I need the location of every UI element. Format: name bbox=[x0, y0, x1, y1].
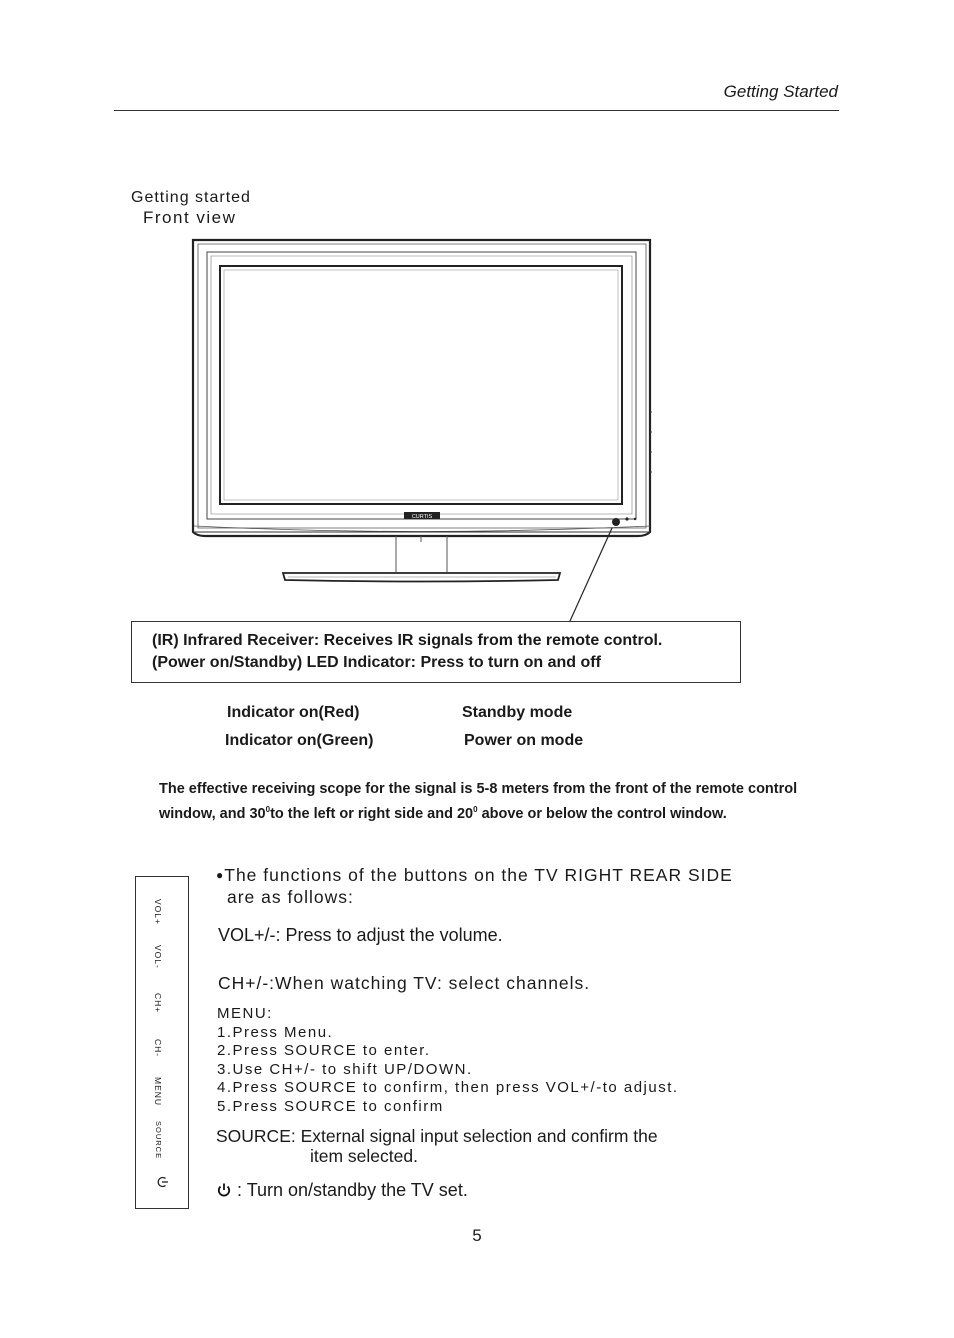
section-title: Getting started bbox=[131, 189, 251, 206]
tv-screen bbox=[220, 266, 622, 504]
side-label-ch-minus: CH- bbox=[153, 1039, 163, 1058]
callout-box bbox=[131, 621, 741, 683]
vol-function-text: VOL+/-: Press to adjust the volume. bbox=[218, 925, 503, 945]
brand-logo-text: CURTIS bbox=[411, 514, 433, 520]
indicator-red-label: Indicator on(Red) bbox=[227, 704, 360, 721]
side-label-menu: MENU bbox=[153, 1077, 163, 1107]
menu-instructions bbox=[217, 1005, 679, 1117]
power-icon bbox=[216, 1182, 232, 1198]
ir-receiver-dot bbox=[612, 518, 620, 526]
power-function-text: : Turn on/standby the TV set. bbox=[216, 1180, 468, 1201]
page-number: 5 bbox=[472, 1226, 482, 1245]
section-subtitle: Front view bbox=[143, 208, 237, 227]
side-button-panel bbox=[135, 876, 189, 1209]
header-rule bbox=[114, 110, 839, 111]
bullet-icon: ● bbox=[216, 868, 225, 882]
indicator-green-label: Indicator on(Green) bbox=[225, 732, 374, 749]
menu-step: 4.Press SOURCE to confirm, then press VOL+/-to adjust. bbox=[217, 1079, 679, 1097]
source-function-text: SOURCE: External signal input selection and confirm the item selected. bbox=[216, 1126, 658, 1166]
menu-step: 2.Press SOURCE to enter. bbox=[217, 1042, 431, 1060]
menu-step: 1.Press Menu. bbox=[217, 1023, 334, 1041]
running-header: Getting Started bbox=[723, 82, 838, 101]
ch-function-text: CH+/-:When watching TV: select channels. bbox=[218, 973, 591, 993]
receiving-scope-note: The effective receiving scope for the signal is 5-8 meters from the front of the remote control window, and $30^0to$ the left or right side and $20^0$ above or below the control window. bbox=[159, 781, 798, 822]
indicator-red-mode: Standby mode bbox=[462, 704, 573, 721]
side-label-vol-plus: VOL+ bbox=[153, 899, 163, 925]
callout-ir-text: (IR) Infrared Receiver: Receives IR signals from the remote control. bbox=[152, 632, 663, 649]
side-power-icon bbox=[156, 1175, 170, 1189]
menu-step: 3.Use CH+/- to shift UP/DOWN. bbox=[217, 1060, 473, 1078]
led-indicator-dot bbox=[625, 517, 628, 520]
menu-step: 5.Press SOURCE to confirm bbox=[217, 1097, 444, 1115]
tv-front-view-illustration bbox=[180, 234, 660, 594]
callout-led-text: (Power on/Standby) LED Indicator: Press to turn on and off bbox=[152, 654, 601, 671]
side-label-ch-plus: CH+ bbox=[153, 993, 163, 1014]
side-label-source: SOURCE bbox=[154, 1121, 163, 1160]
functions-intro: ●The functions of the buttons on the TV RIGHT REAR SIDE are as follows: bbox=[216, 865, 733, 907]
indicator-green-mode: Power on mode bbox=[464, 732, 584, 749]
menu-title: MENU: bbox=[217, 1005, 273, 1022]
side-label-vol-minus: VOL- bbox=[153, 945, 163, 969]
